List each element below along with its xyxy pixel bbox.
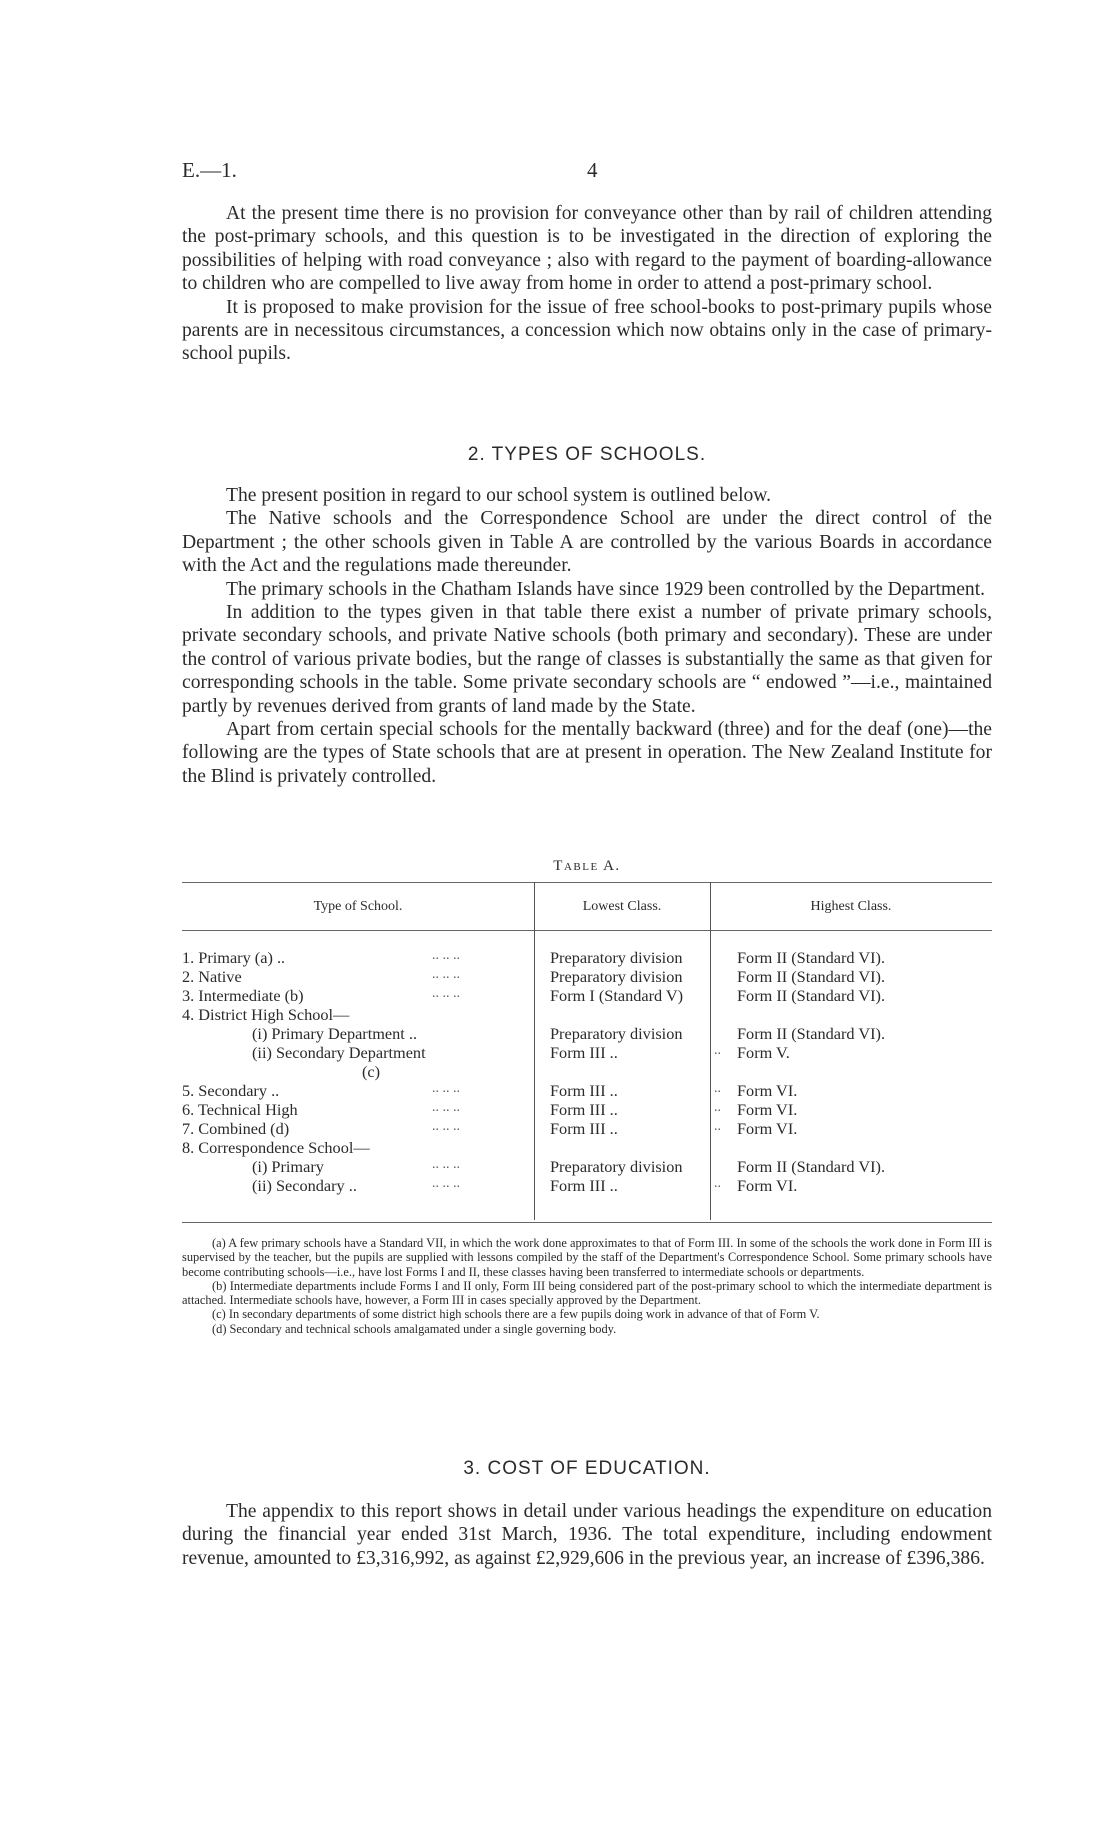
cell-school-type: 8. Correspondence School—: [182, 1138, 370, 1157]
leader-dots: .. .. ..: [432, 1176, 460, 1191]
cell-school-type: 5. Secondary ..: [182, 1081, 280, 1100]
cell-school-type: 2. Native: [182, 967, 242, 986]
cell-school-type: (i) Primary Department ..: [252, 1024, 418, 1043]
table-row: [182, 1024, 992, 1043]
cost-section: [182, 1500, 992, 1570]
footnote-b: (b) Intermediate departments include Forms I and II only, Form III being considered part of the post-primary school to which the intermediate department is attached. Intermediate schools have, however, a Form III in cases specially approved by the Department.: [182, 1278, 992, 1308]
cell-school-type: 6. Technical High: [182, 1100, 298, 1119]
cell-school-type: (ii) Secondary ..: [252, 1176, 357, 1195]
section-heading-cost: [182, 1458, 992, 1480]
leader-dots: .. .. ..: [432, 1157, 460, 1172]
leader-dots: ..: [714, 1043, 721, 1058]
leader-dots: .. .. ..: [432, 1119, 460, 1134]
table-row: [182, 967, 992, 986]
footnote-d: (d) Secondary and technical schools amalgamated under a single governing body.: [212, 1321, 617, 1336]
column-header-type: Type of School.: [313, 899, 403, 914]
table-row: [182, 1138, 992, 1157]
table-row: [182, 1005, 992, 1024]
table-row: [182, 1062, 992, 1081]
cell-lowest-class: Form III ..: [550, 1100, 618, 1119]
leader-dots: ..: [714, 1119, 721, 1134]
section-heading: 2. TYPES OF SCHOOLS.: [467, 444, 707, 465]
cell-highest-class: Form II (Standard VI).: [737, 967, 886, 986]
cell-highest-class: Form II (Standard VI).: [737, 1024, 886, 1043]
cell-school-type: (ii) Secondary Department: [252, 1043, 426, 1062]
table-row: [182, 1081, 992, 1100]
leader-dots: .. .. ..: [432, 986, 460, 1001]
table-footnotes: [182, 1236, 992, 1336]
body-paragraph: The Native schools and the Correspondence School are under the direct control of the Department ; the other schools given in Table A are controlled by the various Boards in accordance with the Act and the regulations made thereunder.: [182, 508, 992, 577]
types-section: [182, 484, 992, 788]
cell-highest-class: Form V.: [737, 1043, 790, 1062]
intro-section: [182, 202, 992, 366]
table-row: [182, 1157, 992, 1176]
leader-dots: ..: [714, 1081, 721, 1096]
column-header-highest: Highest Class.: [810, 899, 892, 914]
body-paragraph: In addition to the types given in that table there exist a number of private primary schools, private secondary schools, and private Native schools (both primary and secondary). These are under the control of various private bodies, but the range of classes is substantially the same as that given for corresponding schools in the table. Some private secondary schools are “ endowed ”—i.e., maintained partly by revenues derived from grants of land made by the State.: [182, 602, 992, 717]
cell-highest-class: Form VI.: [737, 1081, 798, 1100]
cell-lowest-class: Preparatory division: [550, 967, 683, 986]
section-heading: 3. COST OF EDUCATION.: [463, 1458, 711, 1479]
page-number: 4: [587, 158, 598, 182]
cell-lowest-class: Form I (Standard V): [550, 986, 684, 1005]
cell-lowest-class: Form III ..: [550, 1043, 618, 1062]
body-paragraph: The present position in regard to our school system is outlined below.: [226, 485, 772, 506]
leader-dots: .. .. ..: [432, 967, 460, 982]
cell-school-type: 1. Primary (a) ..: [182, 948, 286, 967]
table-row: [182, 1176, 992, 1195]
table-row: [182, 1100, 992, 1119]
table-row: [182, 1119, 992, 1138]
cell-lowest-class: Preparatory division: [550, 948, 683, 967]
intro-paragraph: At the present time there is no provision for conveyance other than by rail of children attending the post-primary schools, and this question is to be investigated in the direction of exploring the possibilities of helping with road conveyance ; also with regard to the payment of boarding-allowance to children who are compelled to live away from home in order to attend a post-primary school.: [182, 203, 992, 295]
leader-dots: ..: [714, 1176, 721, 1191]
table-row: [182, 948, 992, 967]
footnote-c: (c) In secondary departments of some district high schools there are a few pupils doing work in advance of that of Form V.: [212, 1307, 820, 1322]
cell-highest-class: Form VI.: [737, 1176, 798, 1195]
cell-lowest-class: Preparatory division: [550, 1157, 683, 1176]
cell-lowest-class: Preparatory division: [550, 1024, 683, 1043]
table-row: [182, 986, 992, 1005]
cell-lowest-class: Form III ..: [550, 1081, 618, 1100]
body-paragraph: The primary schools in the Chatham Islands have since 1929 been controlled by the Department.: [226, 578, 986, 600]
cell-lowest-class: Form III ..: [550, 1119, 618, 1138]
leader-dots: .. .. ..: [432, 948, 460, 963]
intro-paragraph: It is proposed to make provision for the issue of free school-books to post-primary pupils whose parents are in necessitous circumstances, a concession which now obtains only in the case of primary-school pupils.: [182, 296, 992, 365]
table-row: [182, 1043, 992, 1062]
cell-highest-class: Form II (Standard VI).: [737, 1157, 886, 1176]
section-heading-types: [182, 444, 992, 466]
table-caption: Table A.: [553, 858, 621, 874]
body-paragraph: Apart from certain special schools for the mentally backward (three) and for the deaf (one)—the following are the types of State schools that are at present in operation. The New Zealand Institute for the Blind is privately controlled.: [182, 719, 992, 787]
table-top-rule: [182, 882, 992, 883]
column-header-lowest: Lowest Class.: [582, 899, 662, 914]
cell-highest-class: Form II (Standard VI).: [737, 948, 886, 967]
cell-school-type: 3. Intermediate (b): [182, 986, 304, 1005]
cell-school-type: (c): [362, 1062, 381, 1081]
footnote-a: (a) A few primary schools have a Standard VII, in which the work done approximates to that of Form III. In some of the schools the work done in Form III is supervised by the teacher, but the pupils are supplied with lessons compiled by the staff of the Department's Correspondence School. Some primary schools have become contributing schools—i.e., have lost Forms I and II, these classes having been transferred to intermediate schools or departments.: [182, 1236, 992, 1279]
leader-dots: .. .. ..: [432, 1100, 460, 1115]
cell-highest-class: Form II (Standard VI).: [737, 986, 886, 1005]
body-paragraph: The appendix to this report shows in detail under various headings the expenditure on education during the financial year ended 31st March, 1936. The total expenditure, including endowment revenue, amounted to £3,316,992, as against £2,929,606 in the previous year, an increase of £396,386.: [182, 1501, 992, 1569]
table-header-rule: [182, 930, 992, 931]
leader-dots: ..: [714, 1100, 721, 1115]
cell-lowest-class: Form III ..: [550, 1176, 618, 1195]
table-bottom-rule: [182, 1222, 992, 1223]
cell-highest-class: Form VI.: [737, 1100, 798, 1119]
leader-dots: .. .. ..: [432, 1081, 460, 1096]
cell-school-type: (i) Primary: [252, 1157, 324, 1176]
cell-school-type: 4. District High School—: [182, 1005, 350, 1024]
cell-highest-class: Form VI.: [737, 1119, 798, 1138]
report-reference: E.—1.: [182, 158, 237, 182]
cell-school-type: 7. Combined (d): [182, 1119, 290, 1138]
